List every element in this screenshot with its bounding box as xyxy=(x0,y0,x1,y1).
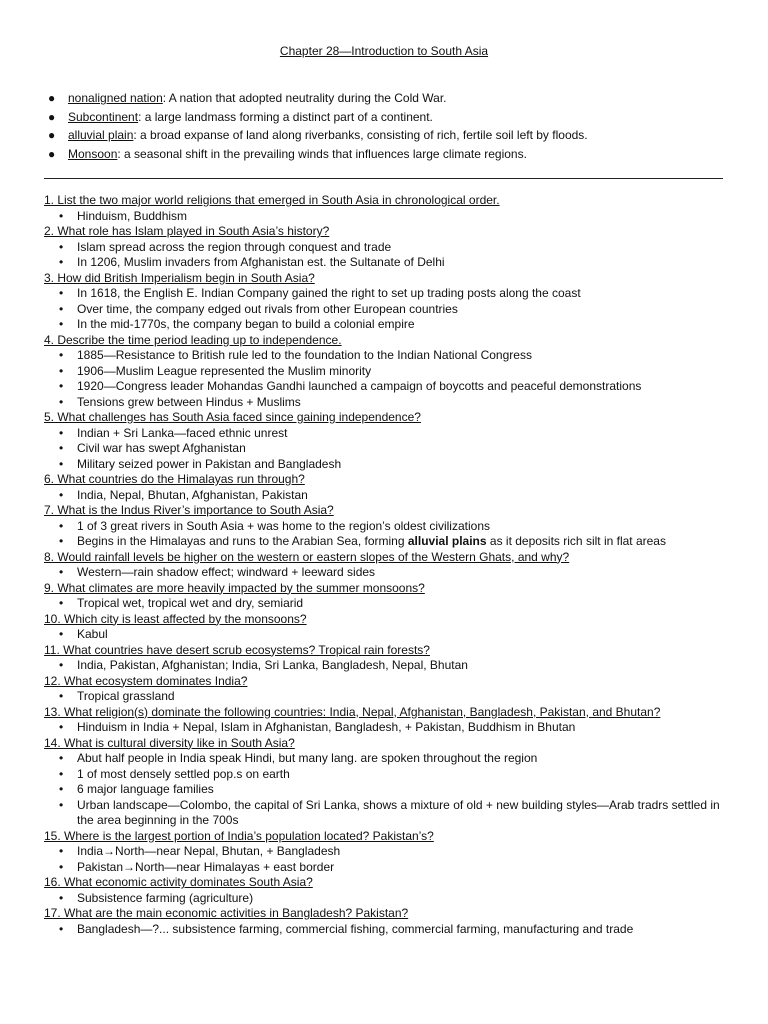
vocab-term: alluvial plain xyxy=(68,128,134,142)
bullet-icon: • xyxy=(59,456,64,471)
answer-text: Hinduism in India + Nepal, Islam in Afghanistan, Bangladesh, + Pakistan, Buddhism in Bhutan xyxy=(77,720,576,734)
bullet-icon: • xyxy=(59,658,64,672)
answer-text: India, Nepal, Bhutan, Afghanistan, Pakistan xyxy=(77,487,308,502)
answer-text: Bangladesh—?... subsistence farming, commercial fishing, commercial farming, manufacturing and trade xyxy=(77,921,634,936)
bullet-icon: • xyxy=(59,239,64,254)
answer-item xyxy=(44,844,734,860)
answer-item xyxy=(44,302,734,318)
question-text: 6. What countries do the Himalayas run through? xyxy=(44,472,305,486)
question-text: 11. What countries have desert scrub ecosystems? Tropical rain forests? xyxy=(44,642,430,657)
question-text: 16. What economic activity dominates South Asia? xyxy=(44,875,313,889)
bullet-icon: • xyxy=(59,844,64,858)
answer-text: Over time, the company edged out rivals from other European countries xyxy=(77,301,458,316)
bullet-icon: • xyxy=(59,534,64,548)
page-title: Chapter 28—Introduction to South Asia xyxy=(279,44,489,58)
bullet-icon: • xyxy=(59,859,64,874)
vocab-item xyxy=(44,110,734,129)
question-text: 17. What are the main economic activities in Bangladesh? Pakistan? xyxy=(44,906,409,920)
question-text: 12. What ecosystem dominates India? xyxy=(44,673,248,688)
answer-text: 1920—Congress leader Mohandas Gandhi launched a campaign of boycotts and peaceful demonstrations xyxy=(77,379,642,393)
bullet-icon: • xyxy=(59,627,64,641)
answer-item xyxy=(44,348,734,364)
answer-text: Abut half people in India speak Hindi, but many lang. are spoken throughout the region xyxy=(77,751,538,765)
bullet-icon: • xyxy=(59,348,64,362)
question-text: 15. Where is the largest portion of India’s population located? Pakistan’s? xyxy=(44,828,434,843)
vocab-item xyxy=(44,147,734,166)
question-text: 4. Describe the time period leading up to independence. xyxy=(44,332,342,347)
answer-text: Islam spread across the region through conquest and trade xyxy=(77,239,392,254)
answer-item xyxy=(44,457,734,473)
answer-text: In 1206, Muslim invaders from Afghanistan est. the Sultanate of Delhi xyxy=(77,255,445,269)
question-text: 13. What religion(s) dominate the following countries: India, Nepal, Afghanistan, Bangladesh, Pakistan, and Bhutan? xyxy=(44,704,661,719)
bullet-icon: ● xyxy=(48,128,56,142)
answer-text: Tropical wet, tropical wet and dry, semiarid xyxy=(77,596,304,610)
question-text: 3. How did British Imperialism begin in South Asia? xyxy=(44,270,315,285)
answer-text: Pakistan→North—near Himalayas + east border xyxy=(77,859,335,874)
answer-text: Urban landscape—Colombo, the capital of Sri Lanka, shows a mixture of old + new building styles—Arab tradrs settled in the area beginning in the 700s xyxy=(77,797,720,827)
bullet-icon: • xyxy=(59,441,64,455)
answer-item xyxy=(44,534,734,550)
bullet-icon: • xyxy=(59,425,64,440)
vocab-definition: : A nation that adopted neutrality during the Cold War. xyxy=(162,91,447,105)
answer-text: Subsistence farming (agriculture) xyxy=(77,890,254,905)
answer-text: Tropical grassland xyxy=(77,689,175,703)
answer-item xyxy=(44,395,734,411)
answer-item xyxy=(44,519,734,535)
answer-item xyxy=(44,426,734,442)
bullet-icon: • xyxy=(59,890,64,905)
answer-text: as it deposits rich silt in flat areas xyxy=(486,534,666,548)
answer-item xyxy=(44,891,734,907)
answer-item xyxy=(44,209,734,225)
answer-item xyxy=(44,922,734,938)
answer-item xyxy=(44,751,734,767)
vocab-item xyxy=(44,91,734,110)
bullet-icon: • xyxy=(59,782,64,796)
answer-item xyxy=(44,767,734,783)
answer-text: 1 of 3 great rivers in South Asia + was home to the region’s oldest civilizations xyxy=(77,518,490,533)
bullet-icon: • xyxy=(59,301,64,316)
answer-item xyxy=(44,658,734,674)
answer-item xyxy=(44,317,734,333)
answer-item xyxy=(44,488,734,504)
answer-text: 1 of most densely settled pop.s on earth xyxy=(77,766,290,781)
bullet-icon: ● xyxy=(48,109,56,124)
answer-text: India, Pakistan, Afghanistan; India, Sri Lanka, Bangladesh, Nepal, Bhutan xyxy=(77,658,468,672)
bullet-icon: • xyxy=(59,487,64,502)
bullet-icon: ● xyxy=(48,146,56,161)
bullet-icon: • xyxy=(59,518,64,533)
question-text: 8. Would rainfall levels be higher on the western or eastern slopes of the Western Ghats, and why? xyxy=(44,549,570,564)
bullet-icon: • xyxy=(59,921,64,936)
answer-item xyxy=(44,565,734,581)
bullet-icon: • xyxy=(59,720,64,734)
bullet-icon: • xyxy=(59,689,64,703)
bullet-icon: • xyxy=(59,797,64,812)
answer-text: Civil war has swept Afghanistan xyxy=(77,441,246,455)
bullet-icon: • xyxy=(59,766,64,781)
answer-item xyxy=(44,596,734,612)
answer-text: Hinduism, Buddhism xyxy=(77,208,188,223)
answer-text: Tensions grew between Hindus + Muslims xyxy=(77,394,301,409)
answer-item xyxy=(44,720,734,736)
answer-item xyxy=(44,379,734,395)
answer-item xyxy=(44,860,734,876)
answer-text: Western—rain shadow effect; windward + leeward sides xyxy=(77,565,376,579)
answer-item xyxy=(44,286,734,302)
bullet-icon: • xyxy=(59,255,64,269)
question-text: 10. Which city is least affected by the monsoons? xyxy=(44,611,307,626)
bullet-icon: ● xyxy=(48,91,56,105)
answer-text: Indian + Sri Lanka—faced ethnic unrest xyxy=(77,425,288,440)
bullet-icon: • xyxy=(59,286,64,300)
answer-text: Military seized power in Pakistan and Bangladesh xyxy=(77,456,342,471)
answer-item xyxy=(44,364,734,380)
vocab-term: Monsoon xyxy=(68,146,118,161)
vocab-item xyxy=(44,128,734,147)
answer-bold-term: alluvial plains xyxy=(407,534,487,548)
bullet-icon: • xyxy=(59,596,64,610)
bullet-icon: • xyxy=(59,565,64,579)
bullet-icon: • xyxy=(59,317,64,331)
vocabulary-list xyxy=(44,91,734,165)
answer-item xyxy=(44,798,734,829)
question-text: 1. List the two major world religions that emerged in South Asia in chronological order. xyxy=(44,193,500,207)
question-answer-list xyxy=(44,193,734,937)
answer-text: In 1618, the English E. Indian Company gained the right to set up trading posts along the coast xyxy=(77,286,581,300)
question-text: 14. What is cultural diversity like in South Asia? xyxy=(44,735,295,750)
question-text: 5. What challenges has South Asia faced since gaining independence? xyxy=(44,410,421,424)
answer-item xyxy=(44,441,734,457)
vocab-term: Subcontinent xyxy=(68,109,139,124)
answer-text: In the mid-1770s, the company began to build a colonial empire xyxy=(77,317,415,331)
answer-item xyxy=(44,240,734,256)
answer-text: Kabul xyxy=(77,627,108,641)
answer-item xyxy=(44,255,734,271)
answer-text: 1885—Resistance to British rule led to the foundation to the Indian National Congress xyxy=(77,348,532,362)
question-text: 2. What role has Islam played in South Asia’s history? xyxy=(44,224,330,238)
bullet-icon: • xyxy=(59,208,64,223)
bullet-icon: • xyxy=(59,394,64,409)
vocab-definition: : a broad expanse of land along riverbanks, consisting of rich, fertile soil left by floods. xyxy=(133,128,588,142)
vocab-definition: : a large landmass forming a distinct part of a continent. xyxy=(138,109,433,124)
question-text: 9. What climates are more heavily impacted by the summer monsoons? xyxy=(44,580,425,595)
horizontal-divider xyxy=(44,178,723,179)
answer-text: 6 major language families xyxy=(77,782,214,796)
answer-text: 1906—Muslim League represented the Muslim minority xyxy=(77,363,372,378)
bullet-icon: • xyxy=(59,363,64,378)
answer-item xyxy=(44,782,734,798)
bullet-icon: • xyxy=(59,379,64,393)
answer-item xyxy=(44,689,734,705)
answer-item xyxy=(44,627,734,643)
question-text: 7. What is the Indus River’s importance to South Asia? xyxy=(44,503,334,517)
vocab-definition: : a seasonal shift in the prevailing winds that influences large climate regions. xyxy=(117,146,527,161)
answer-text: Begins in the Himalayas and runs to the Arabian Sea, forming xyxy=(77,534,408,548)
bullet-icon: • xyxy=(59,751,64,765)
answer-text: India→North—near Nepal, Bhutan, + Bangladesh xyxy=(77,844,341,858)
vocab-term: nonaligned nation xyxy=(68,91,163,105)
